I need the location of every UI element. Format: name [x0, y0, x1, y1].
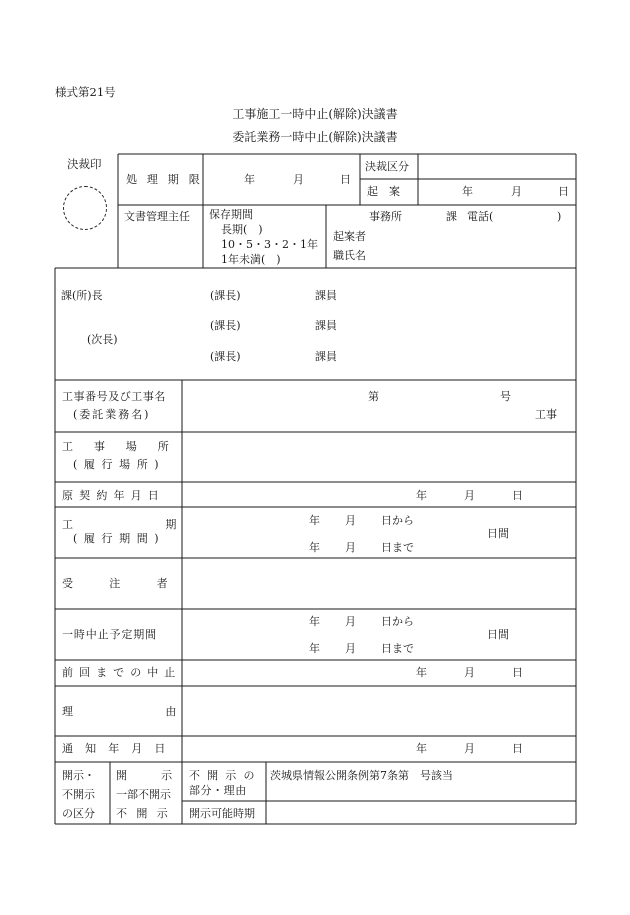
staff-2: 課員 — [315, 319, 337, 332]
retention-years: 10・5・3・2・1年 — [221, 238, 318, 251]
work-number-label: 工事番号及び工事名 — [62, 390, 166, 403]
period-sub: (履行期間) — [73, 532, 166, 545]
contract-day: 日 — [512, 489, 523, 502]
period-from: 日から — [381, 514, 414, 527]
doc-manager-label: 文書管理主任 — [124, 210, 190, 223]
processing-year: 年 — [244, 173, 255, 186]
retention-long: 長期( ) — [221, 223, 263, 236]
section-chief-2: (課長) — [210, 319, 241, 332]
disclosure-category-2: 不開示 — [62, 788, 95, 801]
processing-day: 日 — [340, 173, 351, 186]
chief-label: 課(所)長 — [61, 289, 103, 302]
staff-1: 課員 — [315, 289, 337, 302]
seal-label: 決裁印 — [67, 157, 102, 171]
notice-month: 月 — [464, 742, 475, 755]
work-no-suffix: 号 — [500, 390, 511, 403]
section-chief-3: (課長) — [210, 350, 241, 363]
disclosure-category-1: 開示・ — [62, 769, 95, 782]
document-title-commission: 委託業務一時中止(解除)決議書 — [232, 130, 398, 144]
decision-class-label: 決裁区分 — [365, 160, 409, 173]
retention-under-one: 1年未満( ) — [221, 253, 281, 266]
option-partial: 一部不開示 — [116, 788, 171, 801]
draft-day: 日 — [558, 185, 569, 198]
draft-label: 起 案 — [367, 185, 400, 198]
notice-date-label: 通知年月日 — [62, 742, 178, 755]
nondisclosure-label-2: 部分・理由 — [189, 784, 247, 797]
option-nondisclose: 不開示 — [116, 807, 178, 820]
nondisclosure-label-1: 不開示の — [189, 769, 262, 782]
period-from-year: 年 — [309, 514, 320, 527]
previous-day: 日 — [512, 666, 523, 679]
suspension-from-year: 年 — [309, 615, 320, 628]
processing-period-label: 処理期限 — [126, 173, 210, 186]
contract-month: 月 — [464, 489, 475, 502]
draft-month: 月 — [511, 185, 522, 198]
contract-date-label: 原契約年月日 — [62, 489, 165, 502]
section-chief-1: (課長) — [210, 289, 241, 302]
period-days: 日間 — [487, 527, 509, 540]
option-disclose: 開示 — [116, 769, 207, 782]
location-label: 工事場所 — [62, 440, 190, 453]
contractor-label: 受注者 — [62, 577, 204, 590]
ordinance-text: 茨城県情報公開条例第7条第 号該当 — [270, 769, 453, 782]
period-until-month: 月 — [345, 541, 356, 554]
document-title-construction: 工事施工一時中止(解除)決議書 — [232, 107, 398, 121]
period-until-year: 年 — [309, 541, 320, 554]
previous-label: 前回までの中止 — [62, 666, 182, 679]
work-no-prefix: 第 — [368, 390, 379, 403]
disclosure-category-3: の区分 — [62, 807, 95, 820]
form-number: 様式第21号 — [55, 85, 116, 99]
phone-close: ) — [557, 210, 562, 223]
suspension-until-month: 月 — [345, 642, 356, 655]
possible-time-label: 開示可能時期 — [189, 807, 255, 820]
suspension-until: 日まで — [381, 642, 414, 655]
suspension-from: 日から — [381, 615, 414, 628]
period-until: 日まで — [381, 541, 414, 554]
staff-3: 課員 — [315, 350, 337, 363]
reason-label: 理由 — [62, 705, 269, 718]
draft-year: 年 — [462, 185, 473, 198]
deputy-label: (次長) — [87, 333, 118, 346]
retention-label: 保存期間 — [209, 208, 253, 221]
location-sub: (履行場所) — [73, 458, 166, 471]
construction-suffix: 工事 — [535, 408, 557, 421]
suspension-from-month: 月 — [345, 615, 356, 628]
suspension-until-year: 年 — [309, 642, 320, 655]
previous-year: 年 — [416, 666, 427, 679]
suspension-label: 一時中止予定期間 — [62, 628, 158, 641]
phone-label: 電話( — [467, 210, 494, 223]
drafter-label: 起案者 — [333, 230, 366, 243]
work-number-sub: (委託業務名) — [73, 408, 151, 421]
processing-month: 月 — [293, 173, 304, 186]
office-label: 事務所 — [369, 210, 402, 223]
suspension-days: 日間 — [487, 628, 509, 641]
period-label: 工期 — [62, 518, 269, 531]
notice-day: 日 — [512, 742, 523, 755]
period-from-month: 月 — [345, 514, 356, 527]
contract-year: 年 — [416, 489, 427, 502]
notice-year: 年 — [416, 742, 427, 755]
previous-month: 月 — [464, 666, 475, 679]
section-label: 課 — [446, 210, 457, 223]
name-label: 職氏名 — [333, 249, 366, 262]
